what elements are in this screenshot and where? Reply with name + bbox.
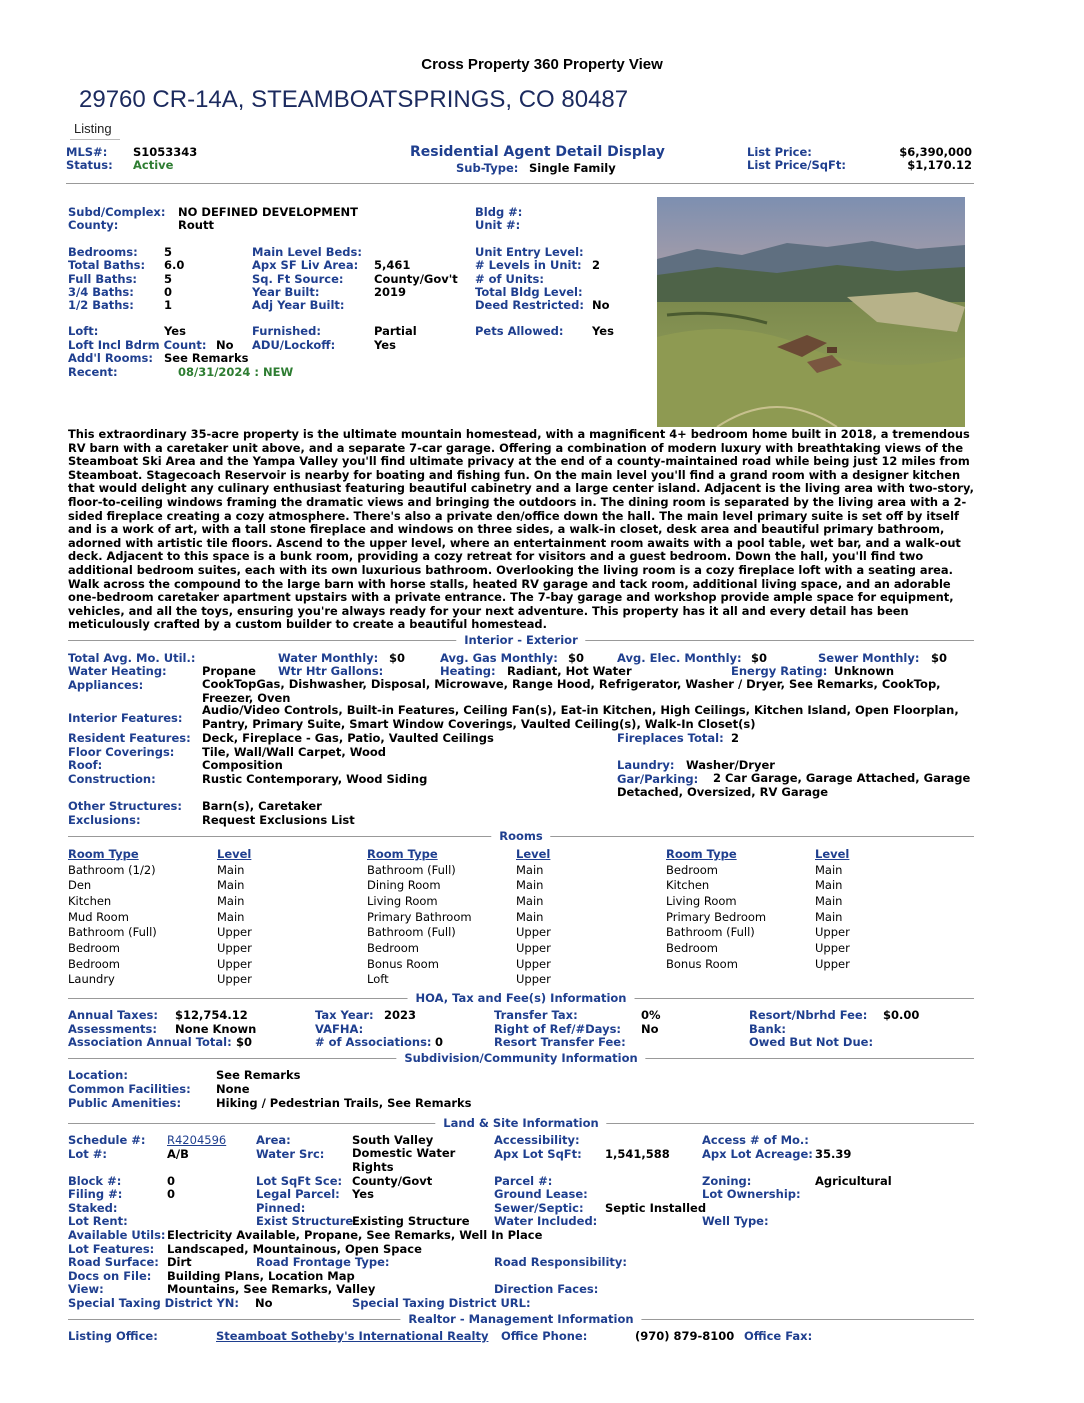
lot-features-value: Landscaped, Mountainous, Open Space [167,1242,422,1256]
special-district-value: No [255,1296,273,1310]
section-title: HOA, Tax and Fee(s) Information [408,991,635,1005]
room-type-cell: Den [68,878,92,893]
main-beds-label: Main Level Beds: [252,245,362,259]
recent-label: Recent: [68,365,118,379]
energy-value: Unknown [834,664,895,678]
table-row [666,862,850,878]
status-value: Active [133,158,174,172]
resident-features-value: Deck, Fireplace - Gas, Patio, Vaulted Ceilings [202,731,494,745]
utils-label: Available Utils: [68,1228,166,1242]
road-frontage-label: Road Frontage Type: [256,1255,390,1269]
room-level-cell: Upper [516,972,551,987]
room-level-cell: Main [217,909,245,924]
room-level-cell: Main [516,862,544,877]
section-title: Subdivision/Community Information [396,1051,645,1065]
other-structures-value: Barn(s), Caretaker [202,799,322,813]
pets-label: Pets Allowed: [475,324,564,338]
water-src-value: Domestic Water Rights [352,1146,456,1174]
subtype-value: Single Family [529,161,616,175]
bedrooms-value: 5 [164,245,173,259]
room-type-cell: Bathroom (Full) [68,925,157,940]
room-level-cell: Main [217,893,245,908]
heating-label: Heating: [440,664,496,678]
adu-value: Yes [374,338,396,352]
table-row [666,940,850,956]
room-level-cell: Upper [217,940,252,955]
sewer-septic-label: Sewer/Septic: [494,1201,584,1215]
room-type-cell: Kitchen [666,878,710,893]
block-value: 0 [167,1174,176,1188]
fireplaces-label: Fireplaces Total: [617,731,724,745]
gas-monthly-label: Avg. Gas Monthly: [440,651,558,665]
view-value: Mountains, See Remarks, Valley [167,1282,376,1296]
room-level-cell: Main [217,862,245,877]
price-value: $6,390,000 [899,145,972,159]
table-row [68,940,252,956]
road-surface-value: Dirt [167,1255,192,1269]
subtype-label: Sub-Type: [456,161,519,175]
water-included-label: Water Included: [494,1214,598,1228]
room-type-cell: Kitchen [68,893,112,908]
filing-value: 0 [167,1187,176,1201]
table-row [367,862,551,878]
resident-features-label: Resident Features: [68,731,191,745]
table-row [666,956,850,972]
roof-label: Roof: [68,758,103,772]
loft-bdrm-value: No [216,338,234,352]
public-label: Public Amenities: [68,1096,182,1110]
total-baths-value: 6.0 [164,258,185,272]
office-phone-label: Office Phone: [501,1329,588,1343]
unit-label: Unit #: [475,218,521,232]
laundry-value: Washer/Dryer [686,758,775,772]
lot-value: A/B [167,1147,189,1161]
room-type-cell: Dining Room [367,878,441,893]
unit-entry-label: Unit Entry Level: [475,245,584,259]
adu-label: ADU/Lockoff: [252,338,336,352]
section-interior-exterior [68,633,974,647]
staked-label: Staked: [68,1201,118,1215]
public-value: Hiking / Pedestrian Trails, See Remarks [216,1096,472,1110]
table-row [68,924,252,940]
display-title: Residential Agent Detail Display [410,144,665,160]
recent-value: 08/31/2024 : NEW [178,365,294,379]
rooms-table [666,846,850,972]
section-realtor [68,1312,974,1326]
elec-monthly-label: Avg. Elec. Monthly: [617,651,742,665]
mls-value: S1053343 [133,145,198,159]
section-title: Rooms [491,829,550,843]
three-quarter-baths-value: 0 [164,285,173,299]
addl-rooms-value: See Remarks [164,351,249,365]
access-months-label: Access # of Mo.: [702,1133,809,1147]
subd-value: NO DEFINED DEVELOPMENT [178,205,359,219]
gar-parking-label: Gar/Parking: [617,772,699,786]
resort-transfer-label: Resort Transfer Fee: [494,1035,626,1049]
zoning-value: Agricultural [815,1174,892,1188]
area-label: Area: [256,1133,291,1147]
docs-value: Building Plans, Location Map [167,1269,355,1283]
floor-coverings-label: Floor Coverings: [68,745,175,759]
listing-office-link[interactable]: Steamboat Sotheby's International Realty [216,1329,489,1343]
table-row [68,972,252,988]
exclusions-value: Request Exclusions List [202,813,355,827]
resort-fee-label: Resort/Nbrhd Fee: [749,1008,868,1022]
room-level-cell: Upper [815,956,850,971]
subd-label: Subd/Complex: [68,205,166,219]
section-title: Interior - Exterior [456,633,585,647]
status-label: Status: [66,158,113,172]
listing-office-label: Listing Office: [68,1329,158,1343]
table-row [68,862,252,878]
loft-value: Yes [164,324,186,338]
water-monthly-value: $0 [389,651,406,665]
apx-acreage-label: Apx Lot Acreage: [702,1147,813,1161]
assoc-total-label: Association Annual Total: [68,1035,232,1049]
full-baths-value: 5 [164,272,173,286]
well-type-label: Well Type: [702,1214,769,1228]
appliances-label: Appliances: [68,678,144,692]
room-type-cell: Bathroom (Full) [367,925,456,940]
legal-parcel-label: Legal Parcel: [256,1187,340,1201]
transfer-tax-value: 0% [641,1008,661,1022]
road-surface-label: Road Surface: [68,1255,159,1269]
furnished-value: Partial [374,324,417,338]
loft-label: Loft: [68,324,99,338]
wtr-gal-label: Wtr Htr Gallons: [278,664,384,678]
apx-lot-sqft-label: Apx Lot SqFt: [494,1147,582,1161]
deed-value: No [592,298,610,312]
tax-year-label: Tax Year: [315,1008,374,1022]
interior-features-value: Audio/Video Controls, Built-in Features, Ceiling Fan(s), Eat-in Kitchen, High Ceilings, Kitchen Island, Open Floorplan, Pantry, Primary Suite, Smart Window Coverings, Vaulted Ceiling(s), Walk-In Closet(s) [202,703,959,731]
pinned-label: Pinned: [256,1201,306,1215]
total-baths-label: Total Baths: [68,258,146,272]
zoning-label: Zoning: [702,1174,752,1188]
pets-value: Yes [592,324,614,338]
listing-tab[interactable]: Listing [74,121,112,136]
room-type-cell: Living Room [367,893,438,908]
county-value: Routt [178,218,214,232]
schedule-label: Schedule #: [68,1133,146,1147]
section-hoa [68,991,974,1005]
fireplaces-value: 2 [731,731,740,745]
section-title: Realtor - Management Information [400,1312,641,1326]
common-label: Common Facilities: [68,1082,191,1096]
bedrooms-label: Bedrooms: [68,245,138,259]
owed-label: Owed But Not Due: [749,1035,874,1049]
levels-value: 2 [592,258,601,272]
room-level-cell: Upper [217,972,252,987]
price-label: List Price: [747,145,812,159]
water-monthly-label: Water Monthly: [278,651,379,665]
lot-rent-label: Lot Rent: [68,1214,128,1228]
half-baths-label: 1/2 Baths: [68,298,134,312]
construction-label: Construction: [68,772,156,786]
county-label: County: [68,218,119,232]
office-fax-label: Office Fax: [744,1329,813,1343]
section-title: Land & Site Information [435,1116,606,1130]
appliances-value: CookTopGas, Dishwasher, Disposal, Microwave, Range Hood, Refrigerator, Washer / Dryer, See Remarks, CookTop, Freezer, Oven [202,677,941,705]
room-type-cell: Bathroom (Full) [666,925,755,940]
section-subdivision [68,1051,974,1065]
year-built-label: Year Built: [252,285,320,299]
room-type-header[interactable]: Room Type [666,846,737,861]
water-heating-value: Propane [202,664,256,678]
room-type-cell: Mud Room [68,909,129,924]
lot-ownership-label: Lot Ownership: [702,1187,801,1201]
tab-underline [70,139,120,140]
room-level-cell: Upper [217,925,252,940]
apx-acreage-value: 35.39 [815,1147,852,1161]
lot-sqft-src-value: County/Govt [352,1174,433,1188]
rooms-column-2 [367,846,551,987]
section-rooms [68,829,974,843]
heating-value: Radiant, Hot Water [507,664,632,678]
table-row [68,893,252,909]
legal-parcel-value: Yes [352,1187,374,1201]
room-type-cell: Laundry [68,972,115,987]
full-baths-label: Full Baths: [68,272,138,286]
level-header[interactable]: Level [516,846,551,861]
property-description: This extraordinary 35-acre property is the ultimate mountain homestead, with a magnificent 4+ bedroom home built in 2018, a tremendous RV barn with a caretaker unit above, and a separate 7-car garage. Offering a combination of modern luxury with breathtaking views of the Steamboat Ski Area and the Yampa Valley you'll find ultimate privacy at the end of a county-maintained road while being just 12 miles from Steamboat. Stagecoach Reservoir is nearby for boating and fishing fun. On the main level you'll find a grand room with a designer kitchen that would delight any culinary enthusiast featuring beautiful cabinetry and a large center island. Adjacent is the living area with two-story, floor-to-ceiling windows framing the dramatic views and bringing the outdoors in. The dining room is separated by the living area with a 2-sided fireplace creating a cozy atmosphere. There's also a private den/office down the hall. The main level primary suite is set off by itself and is a work of art, with a tall stone fireplace and windows on three sides, a walk-in closet, desk area and beautiful primary bathroom, adorned with artistic tile floors. Ascend to the upper level, where an entertainment room awaits with a pool table, wet bar, and a walk-out deck. Adjacent to this space is a bunk room, providing a cozy retreat for visitors and a guest bedroom. Down the hall, you'll find two additional bedroom suites, each with its own luxurious bathroom. Overlooking the living room is a cozy fireplace loft with a seating area. Walk across the compound to the large barn with horse stalls, heated RV garage and tack room, additional living space, and an adorable one-bedroom caretaker apartment upstairs with a private entrance. The 7-bay garage and workshop provide ample space for equipment, vehicles, and all the toys, ensuring you're always ready for your next adventure. This property has it all and every detail has been meticulously crafted by a custom builder to create a beautiful homestead. [68,427,974,632]
bldg-label: Bldg #: [475,205,523,219]
floor-coverings-value: Tile, Wall/Wall Carpet, Wood [202,745,387,759]
three-quarter-baths-label: 3/4 Baths: [68,285,134,299]
num-assoc-label: # of Associations: [315,1035,432,1049]
property-photo[interactable] [657,197,965,427]
room-type-cell: Bathroom (Full) [367,862,456,877]
room-type-cell: Bedroom [68,940,121,955]
room-level-cell: Main [815,893,843,908]
exist-structure-value: Existing Structure [352,1214,470,1228]
year-built-value: 2019 [374,285,407,299]
filing-label: Filing #: [68,1187,123,1201]
level-header[interactable]: Level [217,846,252,861]
total-bldg-label: Total Bldg Level: [475,285,583,299]
levels-label: # Levels in Unit: [475,258,582,272]
table-row [68,956,252,972]
interior-features-label: Interior Features: [68,711,183,725]
room-type-header[interactable]: Room Type [367,846,438,861]
room-type-cell: Bedroom [68,956,121,971]
room-type-cell: Bedroom [367,940,420,955]
table-row [666,877,850,893]
num-assoc-value: 0 [435,1035,444,1049]
gar-parking-value: 2 Car Garage, Garage Attached, Garage Detached, Oversized, RV Garage [617,771,971,799]
parcel-label: Parcel #: [494,1174,553,1188]
room-type-cell: Primary Bedroom [666,909,767,924]
assoc-total-value: $0 [236,1035,253,1049]
view-label: View: [68,1282,104,1296]
water-src-label: Water Src: [256,1147,325,1161]
divider [66,183,974,184]
room-level-cell: Main [516,893,544,908]
room-level-cell: Upper [516,940,551,955]
room-level-cell: Upper [516,956,551,971]
room-type-cell: Loft [367,972,389,987]
water-heating-label: Water Heating: [68,664,167,678]
ground-lease-label: Ground Lease: [494,1187,588,1201]
room-type-cell: Bonus Room [367,956,439,971]
roof-value: Composition [202,758,283,772]
vafha-label: VAFHA: [315,1022,364,1036]
apx-sf-label: Apx SF Liv Area: [252,258,359,272]
resort-fee-value: $0.00 [883,1008,920,1022]
table-row [666,909,850,925]
table-row [68,877,252,893]
elec-monthly-value: $0 [751,651,768,665]
utils-value: Electricity Available, Propane, See Remarks, Well In Place [167,1228,543,1242]
adj-year-label: Adj Year Built: [252,298,345,312]
util-label: Total Avg. Mo. Util.: [68,651,196,665]
energy-label: Energy Rating: [731,664,828,678]
table-row [367,877,551,893]
table-row [666,893,850,909]
rooms-table [68,846,252,987]
area-value: South Valley [352,1133,434,1147]
laundry-label: Laundry: [617,758,675,772]
exclusions-label: Exclusions: [68,813,141,827]
sewer-monthly-value: $0 [931,651,948,665]
lot-label: Lot #: [68,1147,107,1161]
table-row [367,924,551,940]
rooms-column-3 [666,846,850,972]
price-sqft-value: $1,170.12 [907,158,972,172]
section-land [68,1116,974,1130]
room-level-cell: Main [516,909,544,924]
room-type-cell: Bathroom (1/2) [68,862,156,877]
block-label: Block #: [68,1174,122,1188]
annual-taxes-value: $12,754.12 [175,1008,248,1022]
other-structures-label: Other Structures: [68,799,182,813]
special-district-url-label: Special Taxing District URL: [352,1296,531,1310]
page-title: Cross Property 360 Property View [421,56,663,73]
furnished-label: Furnished: [252,324,321,338]
level-header[interactable]: Level [815,846,850,861]
room-level-cell: Upper [516,925,551,940]
room-level-cell: Main [516,878,544,893]
special-district-label: Special Taxing District YN: [68,1296,239,1310]
rooms-column-1 [68,846,252,987]
room-type-cell: Bedroom [666,940,719,955]
docs-label: Docs on File: [68,1269,152,1283]
room-level-cell: Main [217,878,245,893]
table-row [367,893,551,909]
room-level-cell: Upper [217,956,252,971]
room-type-cell: Bonus Room [666,956,738,971]
lot-features-label: Lot Features: [68,1242,155,1256]
aerial-landscape-image [657,197,965,427]
lot-sqft-src-label: Lot SqFt Sce: [256,1174,343,1188]
schedule-link[interactable]: R4204596 [167,1133,227,1147]
price-sqft-label: List Price/SqFt: [747,158,846,172]
table-row [367,909,551,925]
bank-label: Bank: [749,1022,786,1036]
sf-source-label: Sq. Ft Source: [252,272,344,286]
deed-label: Deed Restricted: [475,298,584,312]
location-label: Location: [68,1068,128,1082]
road-responsibility-label: Road Responsibility: [494,1255,628,1269]
annual-taxes-label: Annual Taxes: [68,1008,158,1022]
room-type-cell: Living Room [666,893,737,908]
tax-year-value: 2023 [384,1008,417,1022]
loft-bdrm-label: Loft Incl Bdrm Count: [68,338,207,352]
gas-monthly-value: $0 [568,651,585,665]
sf-source-value: County/Gov't [374,272,458,286]
assessments-label: Assessments: [68,1022,157,1036]
mls-label: MLS#: [66,145,108,159]
units-label: # of Units: [475,272,544,286]
address-heading: 29760 CR-14A, STEAMBOATSPRINGS, CO 80487 [79,86,629,113]
table-row [367,972,551,988]
room-type-cell: Bedroom [666,862,719,877]
table-row [367,956,551,972]
direction-label: Direction Faces: [494,1282,599,1296]
location-value: See Remarks [216,1068,301,1082]
assessments-value: None Known [175,1022,257,1036]
room-level-cell: Upper [815,940,850,955]
sewer-monthly-label: Sewer Monthly: [818,651,920,665]
room-level-cell: Main [815,862,843,877]
table-row [68,909,252,925]
room-level-cell: Main [815,878,843,893]
common-value: None [216,1082,250,1096]
office-phone-value: (970) 879-8100 [635,1329,735,1343]
apx-sf-value: 5,461 [374,258,411,272]
room-level-cell: Main [815,909,843,924]
table-row [367,940,551,956]
room-type-cell: Primary Bathroom [367,909,472,924]
construction-value: Rustic Contemporary, Wood Siding [202,772,428,786]
exist-structure-label: Exist Structure [256,1214,354,1228]
apx-lot-sqft-value: 1,541,588 [605,1147,670,1161]
room-type-header[interactable]: Room Type [68,846,139,861]
half-baths-value: 1 [164,298,173,312]
right-of-ref-label: Right of Ref/#Days: [494,1022,622,1036]
sewer-septic-value: Septic Installed [605,1201,707,1215]
room-level-cell: Upper [815,925,850,940]
table-row [666,924,850,940]
transfer-tax-label: Transfer Tax: [494,1008,578,1022]
addl-rooms-label: Add'l Rooms: [68,351,153,365]
accessibility-label: Accessibility: [494,1133,580,1147]
rooms-table [367,846,551,987]
right-of-ref-value: No [641,1022,659,1036]
